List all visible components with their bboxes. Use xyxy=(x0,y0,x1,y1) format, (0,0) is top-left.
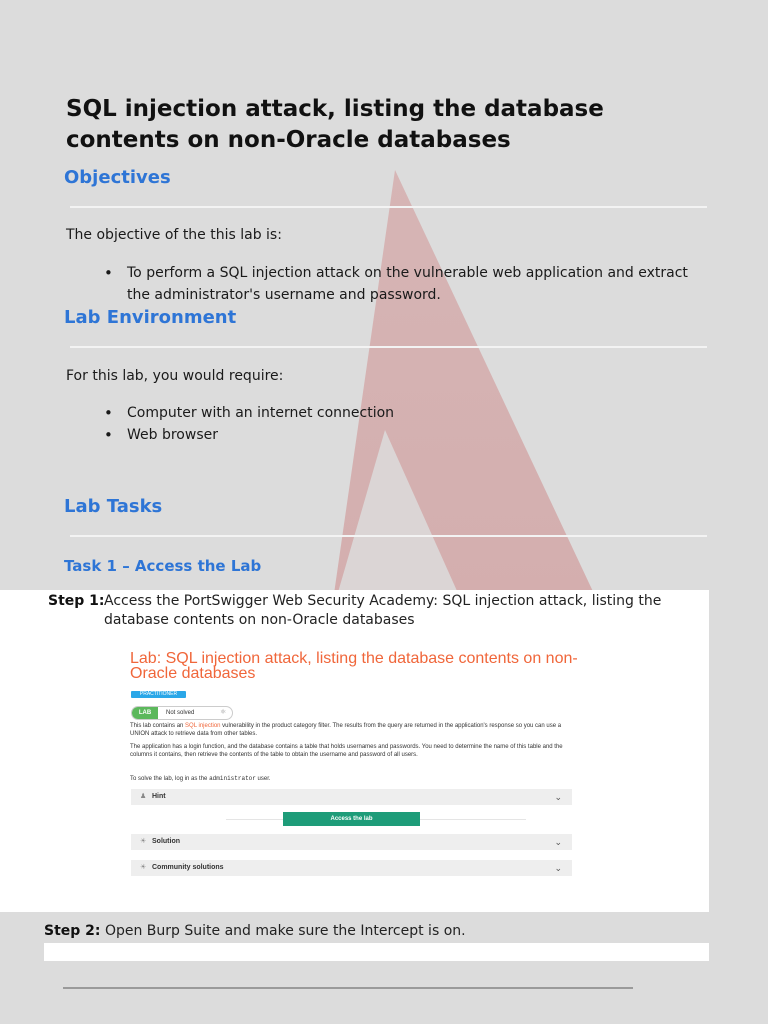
step2-text: Open Burp Suite and make sure the Intercept is on. xyxy=(104,923,466,939)
step1-text: Access the PortSwigger Web Security Academy: SQL injection attack, listing the database contents on non-Oracle databases xyxy=(104,593,662,628)
lab-screenshot xyxy=(126,645,586,885)
lab-tasks-heading: Lab Tasks xyxy=(64,496,163,517)
lab-environment-intro: For this lab, you would require: xyxy=(66,368,284,384)
step2-panel xyxy=(44,943,709,961)
divider xyxy=(70,206,707,208)
description-text: vulnerability in the product category filter. The results from the query are returned in the application's response so you can use a UNION attack to retrieve data from other tables. xyxy=(130,723,562,737)
community-solutions-label: Community solutions xyxy=(152,864,224,871)
step2-row xyxy=(44,922,704,941)
step1-label: Step 1: xyxy=(48,593,105,609)
hint-accordion[interactable] xyxy=(131,789,572,805)
list-item: • To perform a SQL injection attack on the vulnerable web application and extract the administrator's username and password. xyxy=(104,262,704,306)
sql-injection-link[interactable]: SQL injection xyxy=(185,723,221,729)
lightbulb-icon: ☀ xyxy=(140,864,147,871)
status-badge: Not solved xyxy=(166,710,195,716)
level-badge: PRACTITIONER xyxy=(131,691,186,698)
objectives-heading: Objectives xyxy=(64,167,171,188)
solution-accordion[interactable] xyxy=(131,834,572,850)
step1-row xyxy=(48,592,688,630)
lab-description-3 xyxy=(130,775,580,783)
objectives-intro: The objective of the this lab is: xyxy=(66,227,282,243)
chevron-down-icon: ⌄ xyxy=(554,837,562,847)
lab-title: Lab: SQL injection attack, listing the database contents on non-Oracle databases xyxy=(130,650,578,682)
objectives-list xyxy=(104,262,704,306)
footer-divider xyxy=(63,987,633,989)
chevron-down-icon: ⌄ xyxy=(554,792,562,802)
page-title: SQL injection attack, listing the database contents on non-Oracle databases xyxy=(66,96,604,153)
lab-environment-heading: Lab Environment xyxy=(64,307,237,328)
lab-label: LAB xyxy=(132,707,158,719)
chevron-down-icon: ⌄ xyxy=(554,863,562,873)
flask-icon: ⚛ xyxy=(220,709,227,716)
lab-description-2: The application has a login function, and the database contains a table that holds usernames and passwords. You need to determine the name of this table and the columns it contains, then retrieve the contents of the table to obtain the username and password of all users. xyxy=(130,744,563,758)
requirements-list xyxy=(104,402,704,446)
lab-status-pill xyxy=(131,706,233,720)
solution-label: Solution xyxy=(152,838,180,845)
person-icon: ♟ xyxy=(140,793,147,800)
lightbulb-icon: ☀ xyxy=(140,838,147,845)
lab-description-1 xyxy=(130,722,580,738)
description-text: To solve the lab, log in as the xyxy=(130,776,210,782)
list-item: • Computer with an internet connection xyxy=(104,402,704,424)
divider xyxy=(70,346,707,348)
code-text: administrator xyxy=(209,775,256,782)
hint-label: Hint xyxy=(152,793,166,800)
access-lab-button[interactable]: Access the lab xyxy=(283,812,420,826)
list-item: • Web browser xyxy=(104,424,704,446)
step2-label: Step 2: xyxy=(44,923,101,939)
description-text: This lab contains an xyxy=(130,723,186,729)
task1-heading: Task 1 – Access the Lab xyxy=(64,557,262,575)
community-solutions-accordion[interactable] xyxy=(131,860,572,876)
description-text: user. xyxy=(255,776,271,782)
divider xyxy=(70,535,707,537)
